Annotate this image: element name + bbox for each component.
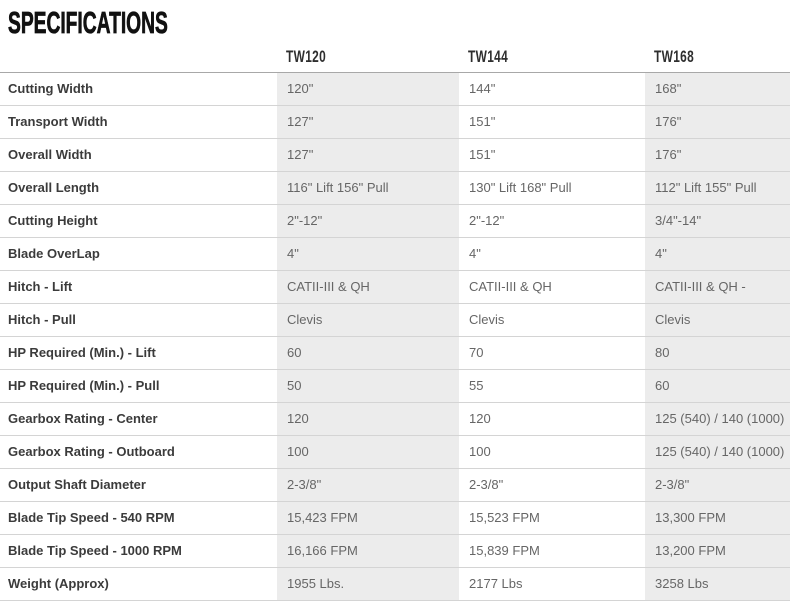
spec-value-tw168: 176" bbox=[645, 138, 790, 171]
spec-value-tw144: 15,839 FPM bbox=[469, 543, 540, 558]
spec-value-tw120: 4" bbox=[277, 237, 459, 270]
table-row bbox=[0, 435, 790, 468]
spec-value-tw168: 2-3/8" bbox=[645, 468, 790, 501]
spec-value-tw168: 13,200 FPM bbox=[645, 534, 790, 567]
spec-value-tw120: 127" bbox=[277, 138, 459, 171]
spec-value-tw144: 15,523 FPM bbox=[469, 510, 540, 525]
spec-value-tw120: 60 bbox=[277, 336, 459, 369]
spec-value-tw144: 2-3/8" bbox=[469, 477, 504, 492]
spec-value-tw120: 2"-12" bbox=[277, 204, 459, 237]
spec-value-tw168: Clevis bbox=[645, 303, 790, 336]
spec-row-label: Hitch - Pull bbox=[0, 303, 277, 336]
spec-value-tw168: 176" bbox=[645, 105, 790, 138]
header-spacer bbox=[0, 43, 277, 72]
table-row bbox=[0, 468, 790, 501]
table-row bbox=[0, 105, 790, 138]
spec-value-tw120: 15,423 FPM bbox=[277, 501, 459, 534]
spec-value-tw120: 120" bbox=[277, 72, 459, 105]
column-header-tw144 bbox=[459, 43, 645, 72]
spec-value-tw168: 112" Lift 155" Pull bbox=[645, 171, 790, 204]
spec-value-tw144: CATII-III & QH bbox=[469, 279, 552, 294]
column-header-tw168-label: TW168 bbox=[654, 46, 695, 66]
table-row bbox=[0, 270, 790, 303]
header-row bbox=[0, 43, 790, 72]
column-header-tw120 bbox=[277, 43, 459, 72]
column-header-tw120-label: TW120 bbox=[286, 46, 327, 66]
specifications-table bbox=[0, 43, 790, 601]
column-header-tw168 bbox=[645, 43, 790, 72]
spec-row-label: HP Required (Min.) - Pull bbox=[0, 369, 277, 402]
table-row bbox=[0, 171, 790, 204]
table-row bbox=[0, 567, 790, 600]
spec-value-tw144: 100 bbox=[469, 444, 491, 459]
spec-value-tw168: 3258 Lbs bbox=[645, 567, 790, 600]
spec-row-label: Overall Length bbox=[0, 171, 277, 204]
spec-value-tw168: 13,300 FPM bbox=[645, 501, 790, 534]
spec-row-label: Transport Width bbox=[0, 105, 277, 138]
spec-value-tw120: 120 bbox=[277, 402, 459, 435]
table-row bbox=[0, 138, 790, 171]
spec-value-tw120: 1955 Lbs. bbox=[277, 567, 459, 600]
spec-row-label: Blade OverLap bbox=[0, 237, 277, 270]
spec-row-label: HP Required (Min.) - Lift bbox=[0, 336, 277, 369]
table-row bbox=[0, 534, 790, 567]
spec-value-tw168: 3/4"-14" bbox=[645, 204, 790, 237]
spec-row-label: Cutting Width bbox=[0, 72, 277, 105]
spec-row-label: Weight (Approx) bbox=[0, 567, 277, 600]
spec-value-tw120: 2-3/8" bbox=[277, 468, 459, 501]
spec-row-label: Blade Tip Speed - 540 RPM bbox=[0, 501, 277, 534]
spec-value-tw168: 168" bbox=[645, 72, 790, 105]
table-row bbox=[0, 72, 790, 105]
spec-row-label: Gearbox Rating - Outboard bbox=[0, 435, 277, 468]
spec-value-tw144: 55 bbox=[469, 378, 484, 393]
spec-value-tw144: 151" bbox=[469, 114, 496, 129]
spec-row-label: Cutting Height bbox=[0, 204, 277, 237]
table-row bbox=[0, 204, 790, 237]
table-body bbox=[0, 72, 790, 600]
spec-value-tw144: 151" bbox=[469, 147, 496, 162]
spec-value-tw144: 144" bbox=[469, 81, 496, 96]
spec-row-label: Gearbox Rating - Center bbox=[0, 402, 277, 435]
spec-value-tw168: 125 (540) / 140 (1000) bbox=[645, 402, 790, 435]
column-header-tw144-label: TW144 bbox=[468, 46, 509, 66]
spec-row-label: Output Shaft Diameter bbox=[0, 468, 277, 501]
spec-value-tw168: 125 (540) / 140 (1000) bbox=[645, 435, 790, 468]
table-row bbox=[0, 501, 790, 534]
spec-value-tw120: 50 bbox=[277, 369, 459, 402]
table-row bbox=[0, 336, 790, 369]
spec-row-label: Overall Width bbox=[0, 138, 277, 171]
page-title bbox=[8, 7, 790, 41]
spec-value-tw144: Clevis bbox=[469, 312, 505, 327]
spec-value-tw144: 130" Lift 168" Pull bbox=[469, 180, 572, 195]
table-header bbox=[0, 43, 790, 72]
spec-value-tw144: 70 bbox=[469, 345, 484, 360]
table-row bbox=[0, 369, 790, 402]
spec-value-tw168: 4" bbox=[645, 237, 790, 270]
table-row bbox=[0, 237, 790, 270]
page-title-text: SPECIFICATIONS bbox=[8, 5, 168, 40]
spec-value-tw120: 127" bbox=[277, 105, 459, 138]
spec-value-tw168: CATII-III & QH - bbox=[645, 270, 790, 303]
spec-value-tw120: CATII-III & QH bbox=[277, 270, 459, 303]
spec-row-label: Blade Tip Speed - 1000 RPM bbox=[0, 534, 277, 567]
table-row bbox=[0, 402, 790, 435]
spec-value-tw120: 100 bbox=[277, 435, 459, 468]
spec-value-tw120: 116" Lift 156" Pull bbox=[277, 171, 459, 204]
spec-value-tw144: 120 bbox=[469, 411, 491, 426]
table-row bbox=[0, 303, 790, 336]
spec-value-tw120: 16,166 FPM bbox=[277, 534, 459, 567]
spec-value-tw144: 2177 Lbs bbox=[469, 576, 523, 591]
spec-value-tw144: 2"-12" bbox=[469, 213, 505, 228]
spec-value-tw168: 60 bbox=[645, 369, 790, 402]
spec-value-tw120: Clevis bbox=[277, 303, 459, 336]
spec-value-tw144: 4" bbox=[469, 246, 481, 261]
spec-row-label: Hitch - Lift bbox=[0, 270, 277, 303]
spec-value-tw168: 80 bbox=[645, 336, 790, 369]
